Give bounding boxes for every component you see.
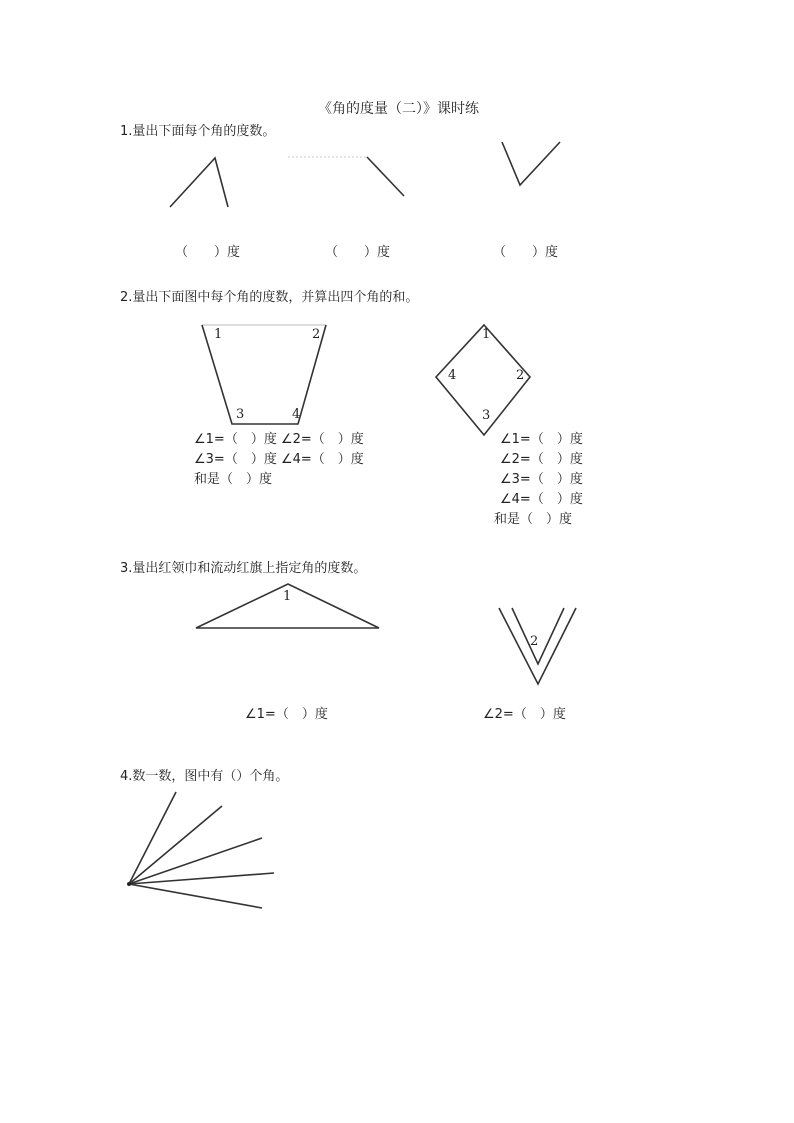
rhombus-answer-line-2: ∠2=（ ）度 [500,452,583,467]
rhombus-label-1: 1 [482,327,491,342]
rhombus-answer-line-3: ∠3=（ ）度 [500,472,583,487]
trapezoid-label-3: 3 [236,407,245,422]
trapezoid-label-1: 1 [214,327,223,342]
ray-5 [129,884,262,908]
trapezoid-label-4: 4 [292,407,301,422]
rhombus-answer-line-4: ∠4=（ ）度 [500,492,583,507]
trapezoid-sum-line: 和是（ ）度 [194,472,273,487]
rhombus-label-3: 3 [482,408,491,423]
question-2-prompt: 2.量出下面图中每个角的度数，并算出四个角的和。 [120,290,419,305]
question-3-prompt: 3.量出红领巾和流动红旗上指定角的度数。 [120,561,367,576]
ray-4 [129,873,274,884]
trapezoid-answer-line-2: ∠3=（ ）度 ∠4=（ ）度 [194,452,364,467]
q1-answer-1: （ ）度 [175,245,241,260]
q3-answer-2: ∠2=（ ）度 [483,707,566,722]
rhombus-label-2: 2 [516,368,525,383]
trapezoid-label-2: 2 [312,327,321,342]
question-1-prompt: 1.量出下面每个角的度数。 [120,124,276,139]
rhombus-label-4: 4 [448,368,457,383]
ray-vertex [127,882,131,886]
flag-angle-label-2: 2 [530,634,539,649]
ray-2 [129,806,222,884]
q3-answer-1: ∠1=（ ）度 [245,707,328,722]
q1-answer-2: （ ）度 [325,245,391,260]
trapezoid-answer-line-1: ∠1=（ ）度 ∠2=（ ）度 [194,432,364,447]
page-title: 《角的度量（二）》课时练 [318,101,479,117]
scarf-angle-label-1: 1 [283,589,292,604]
rhombus-answer-line-1: ∠1=（ ）度 [500,432,583,447]
rhombus-sum-line: 和是（ ）度 [494,512,573,527]
q1-answer-3: （ ）度 [493,245,559,260]
question-4-prompt: 4.数一数，图中有（）个角。 [120,769,289,784]
